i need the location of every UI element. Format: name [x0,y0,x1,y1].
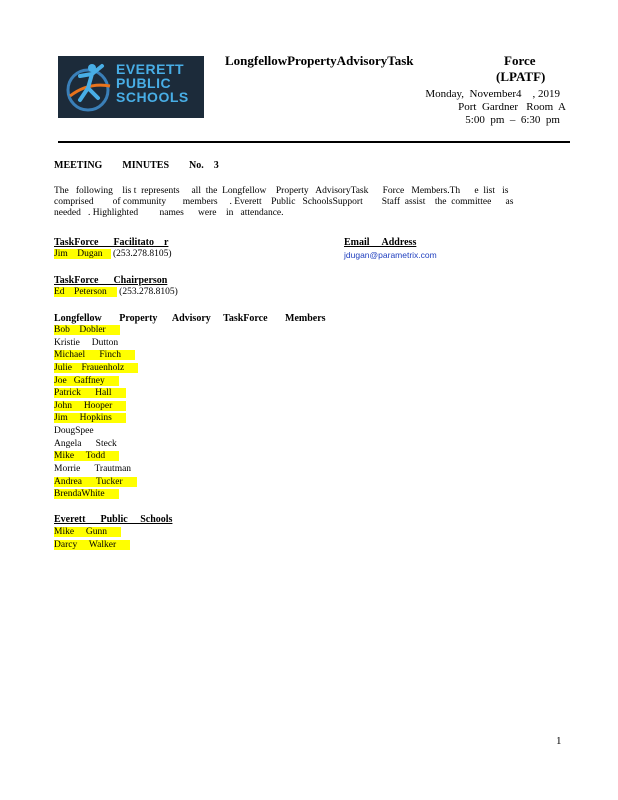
member-name: Kristie Dutton [54,337,119,348]
eps-list [54,526,130,551]
intro-line: needed . Highlighted names were in attendance. [54,208,284,218]
members-list [54,324,145,501]
member-name: Mike Gunn [54,527,121,537]
list-item [54,450,145,463]
member-name: Michael Finch [54,350,135,360]
member-name: John Hooper [54,401,126,411]
list-item [54,526,130,539]
logo-line-2: PUBLIC [116,75,172,91]
logo-line-3: SCHOOLS [116,89,189,105]
chairperson-heading: TaskForce Chairperson [54,275,168,286]
member-name: Morrie Trautman [54,464,132,475]
list-item [54,375,145,388]
member-name: Bob Dobler [54,325,120,335]
page-number: 1 [556,735,562,747]
list-item [54,412,145,425]
list-item [54,476,145,489]
list-item [54,400,145,413]
list-item [54,337,145,350]
member-name: DougSpee [54,426,94,437]
meeting-time: 5:00 pm – 6:30 pm [465,114,560,126]
member-name: BrendaWhite [54,489,119,499]
member-name: Jim Hopkins [54,413,126,423]
member-name: Julie Frauenholz [54,363,138,373]
chairperson-name: Ed Peterson [54,287,117,297]
member-name: Darcy Walker [54,540,130,550]
intro-paragraph [54,186,513,219]
facilitator-row [54,249,172,260]
list-item [54,539,130,552]
list-item [54,488,145,501]
member-name: Patrick Hall [54,388,126,398]
meeting-location: Port Gardner Room A [458,101,566,113]
list-item [54,425,145,438]
list-item [54,349,145,362]
member-name: Andrea Tucker [54,477,137,487]
list-item [54,362,145,375]
list-item [54,324,145,337]
document-title: LongfellowPropertyAdvisoryTask [225,53,414,68]
intro-line: comprised of community members . Everett Public SchoolsSupport Staff assist the committee as [54,197,514,207]
list-item [54,438,145,451]
logo-wordmark [116,62,189,104]
members-heading: Longfellow Property Advisory TaskForce Members [54,313,326,324]
email-heading: Email Address [344,237,417,248]
minutes-heading: MEETING MINUTES No. 3 [54,160,219,171]
chairperson-row [54,287,178,298]
chairperson-phone: (253.278.8105) [119,287,178,297]
facilitator-heading: TaskForce Facilitato r [54,237,169,248]
facilitator-phone: (253.278.8105) [112,249,172,259]
eps-heading: Everett Public Schools [54,514,173,525]
member-name: Angela Steck [54,438,117,449]
facilitator-name: Jim Dugan [54,249,111,259]
everett-public-schools-logo [58,56,204,118]
document-abbrev: (LPATF) [496,69,546,84]
intro-line: The following lis t represents all the Longfellow Property AdvisoryTask Force Members.Th e list is [54,186,509,196]
meeting-date: Monday, November4 , 2019 [425,88,560,100]
facilitator-email-link[interactable]: jdugan@parametrix.com [344,250,437,260]
member-name: Mike Todd [54,451,119,461]
header-divider [58,141,570,143]
document-title-force: Force [504,53,536,68]
list-item [54,387,145,400]
logo-line-1: EVERETT [116,61,185,77]
list-item [54,463,145,476]
member-name: Joe Gaffney [54,376,119,386]
